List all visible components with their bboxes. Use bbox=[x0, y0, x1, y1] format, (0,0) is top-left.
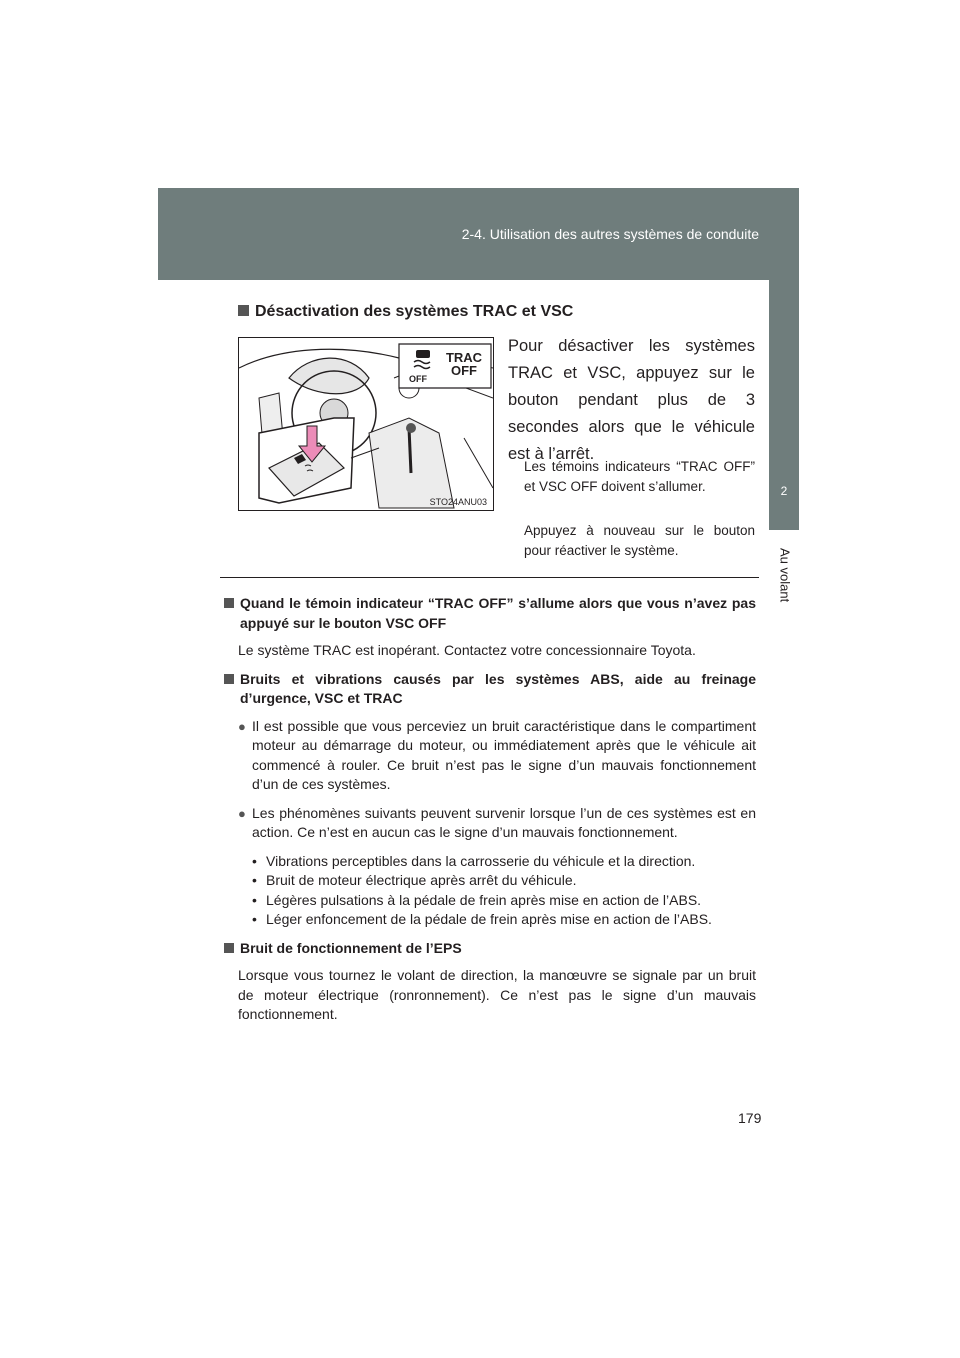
info-heading-eps bbox=[224, 939, 756, 959]
sub-list-item bbox=[252, 910, 756, 930]
note-reactivate: Appuyez à nouveau sur le bouton pour réactiver le système. bbox=[524, 523, 755, 558]
section-title bbox=[238, 303, 573, 321]
circle-bullet-icon: ● bbox=[238, 718, 246, 734]
square-bullet-icon bbox=[224, 598, 234, 608]
square-bullet-icon bbox=[238, 305, 249, 316]
illustration-code: STO24ANU03 bbox=[429, 497, 487, 507]
sub-item-text: Légères pulsations à la pédale de frein après mise en action de l’ABS. bbox=[266, 891, 702, 908]
page-number: 179 bbox=[738, 1110, 762, 1126]
chapter-number-tab: 2 bbox=[769, 452, 799, 530]
heading-text: Bruit de fonctionnement de l’EPS bbox=[240, 939, 462, 956]
sub-item-text: Léger enfoncement de la pédale de frein après mise en action de l’ABS. bbox=[266, 911, 712, 927]
square-bullet-icon bbox=[224, 674, 234, 684]
vsc-off-label: OFF bbox=[409, 374, 427, 384]
info-block bbox=[224, 594, 756, 1034]
dot-bullet-icon: • bbox=[252, 891, 257, 908]
intro-text: Pour désactiver les systèmes TRAC et VSC, appuyez sur le bouton pendant plus de 3 secondes alors que le véhicule est à l’arrêt. bbox=[508, 337, 755, 463]
heading-text: Quand le témoin indicateur “TRAC OFF” s’allume alors que vous n’avez pas appuyé sur le bouton VSC OFF bbox=[240, 595, 756, 631]
header-band bbox=[158, 188, 799, 280]
sub-item-text: Bruit de moteur électrique après arrêt du véhicule. bbox=[266, 872, 577, 888]
info-heading-noise bbox=[224, 670, 756, 709]
trac-label-line2: OFF bbox=[451, 363, 477, 378]
list-item-text: Les phénomènes suivants peuvent survenir lorsque l’un de ces systèmes est en action. Ce n’est en aucun cas le signe d’un mauvais fonctionnement. bbox=[252, 804, 756, 840]
chapter-label: Au volant bbox=[777, 547, 793, 603]
sub-list-item bbox=[252, 891, 756, 911]
info-heading-trac-off bbox=[224, 594, 756, 633]
circle-bullet-icon: ● bbox=[238, 805, 246, 821]
info-paragraph: Le système TRAC est inopérant. Contactez votre concessionnaire Toyota. bbox=[238, 642, 696, 658]
dot-bullet-icon: • bbox=[252, 872, 257, 888]
divider bbox=[220, 577, 759, 578]
dot-bullet-icon: • bbox=[252, 911, 257, 927]
list-item bbox=[238, 804, 756, 843]
sub-list bbox=[252, 852, 756, 930]
sub-list-item bbox=[252, 852, 756, 872]
square-bullet-icon bbox=[224, 943, 234, 953]
heading-text: Bruits et vibrations causés par les systèmes ABS, aide au freinage d’urgence, VSC et TRAC bbox=[240, 670, 756, 706]
section-title-text: Désactivation des systèmes TRAC et VSC bbox=[255, 303, 574, 320]
dot-bullet-icon: • bbox=[252, 852, 257, 869]
list-item bbox=[238, 717, 756, 795]
info-paragraph: Lorsque vous tournez le volant de direction, la manœuvre se signale par un bruit de moteur électrique (ronronnement). Ce n’est pas le signe d’un mauvais fonctionnement. bbox=[238, 967, 756, 1022]
sub-list-item bbox=[252, 871, 756, 891]
trac-label-line1: TRAC bbox=[445, 350, 483, 365]
trac-off-label bbox=[440, 351, 488, 377]
sub-item-text: Vibrations perceptibles dans la carrosserie du véhicule et la direction. bbox=[266, 852, 696, 869]
section-header: 2-4. Utilisation des autres systèmes de conduite bbox=[461, 226, 759, 242]
list-item-text: Il est possible que vous perceviez un bruit caractéristique dans le compartiment moteur au démarrage du moteur, ou immédiatement après que le véhicule ait commencé à rouler. Ce bruit n’est pas le signe d’un mauvais fonctionnement d’un de ces systèmes. bbox=[252, 717, 756, 792]
note-indicators: Les témoins indicateurs “TRAC OFF” et VSC OFF doivent s’allumer. bbox=[524, 459, 755, 494]
